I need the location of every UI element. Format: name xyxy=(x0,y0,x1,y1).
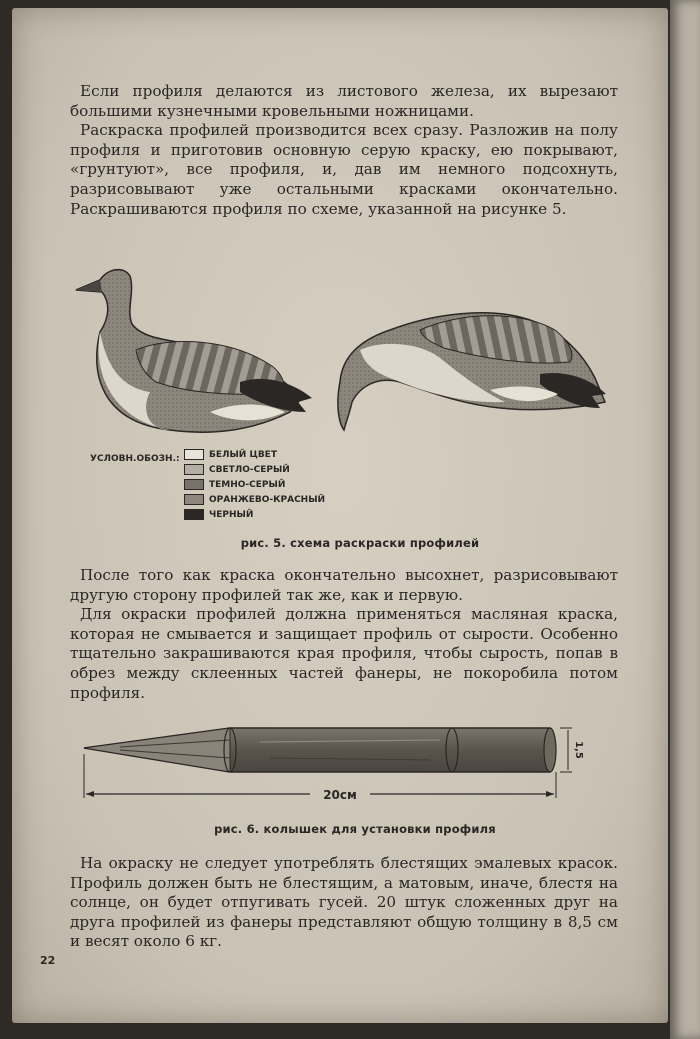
adjacent-page-edge xyxy=(670,0,700,1039)
dimension-diameter-label: 1,5 xyxy=(573,741,584,759)
paragraph: Раскраска профилей производится всех сразу. Разложив на полу профиля и приготовив основную серую краску, ею покрывают, «грунтуют», все профиля, и, дав им немного подсохнуть, разрисовывают уже остальными красками окончательно. Раскрашиваются профиля по схеме, указанной на рисунке 5. xyxy=(70,121,618,218)
legend-swatch-light-gray xyxy=(184,464,204,475)
goose-right xyxy=(338,313,606,430)
legend-item xyxy=(184,478,285,493)
legend-item xyxy=(184,493,325,508)
paragraph: После того как краска окончательно высохнет, разрисовывают другую сторону профилей так же, как и первую. xyxy=(70,566,618,604)
legend-swatch-dark-gray xyxy=(184,479,204,490)
figure-5-geese xyxy=(60,262,620,442)
paragraph: На окраску не следует употреблять блестящих эмалевых красок. Профиль должен быть не блестящим, а матовым, иначе, блестя на солнце, он будет отпугивать гусей. 20 штук сложенных друг на друга профилей из фанеры представляют общую толщину в 8,5 см и весят около 6 кг. xyxy=(70,854,618,951)
legend-title: УСЛОВН.ОБОЗН.: xyxy=(90,454,180,464)
figure-6-caption: рис. 6. колышек для установки профиля xyxy=(214,822,496,836)
text-block-top xyxy=(70,82,618,219)
legend-swatch-white xyxy=(184,449,204,460)
legend-item xyxy=(184,448,277,463)
legend-swatch-orange-red xyxy=(184,494,204,505)
legend-item xyxy=(184,463,290,478)
legend-label: БЕЛЫЙ ЦВЕТ xyxy=(209,450,277,460)
page-number: 22 xyxy=(40,954,56,967)
paragraph: Если профиля делаются из листового железа, их вырезают большими кузнечными кровельными ножницами. xyxy=(70,82,618,120)
figure-6-peg xyxy=(60,720,584,810)
peg-drawing xyxy=(84,728,556,772)
dimension-length-label: 20см xyxy=(323,788,357,802)
text-block-bottom xyxy=(70,854,618,952)
legend-label: СВЕТЛО-СЕРЫЙ xyxy=(209,465,290,475)
legend-label: ЧЕРНЫЙ xyxy=(209,510,254,520)
figure-5-caption: рис. 5. схема раскраски профилей xyxy=(240,536,480,550)
legend-item xyxy=(184,508,253,523)
text-block-middle xyxy=(70,566,618,703)
goose-left xyxy=(76,270,312,433)
legend-swatch-black xyxy=(184,509,204,520)
paragraph: Для окраски профилей должна применяться масляная краска, которая не смывается и защищает профиль от сырости. Особенно тщательно закрашиваются края профиля, чтобы сырость, попав в обрез между склеенных частей фанеры, не покоробила потом профиля. xyxy=(70,605,618,702)
legend-label: ОРАНЖЕВО-КРАСНЫЙ xyxy=(209,495,326,505)
legend-label: ТЕМНО-СЕРЫЙ xyxy=(209,480,286,490)
